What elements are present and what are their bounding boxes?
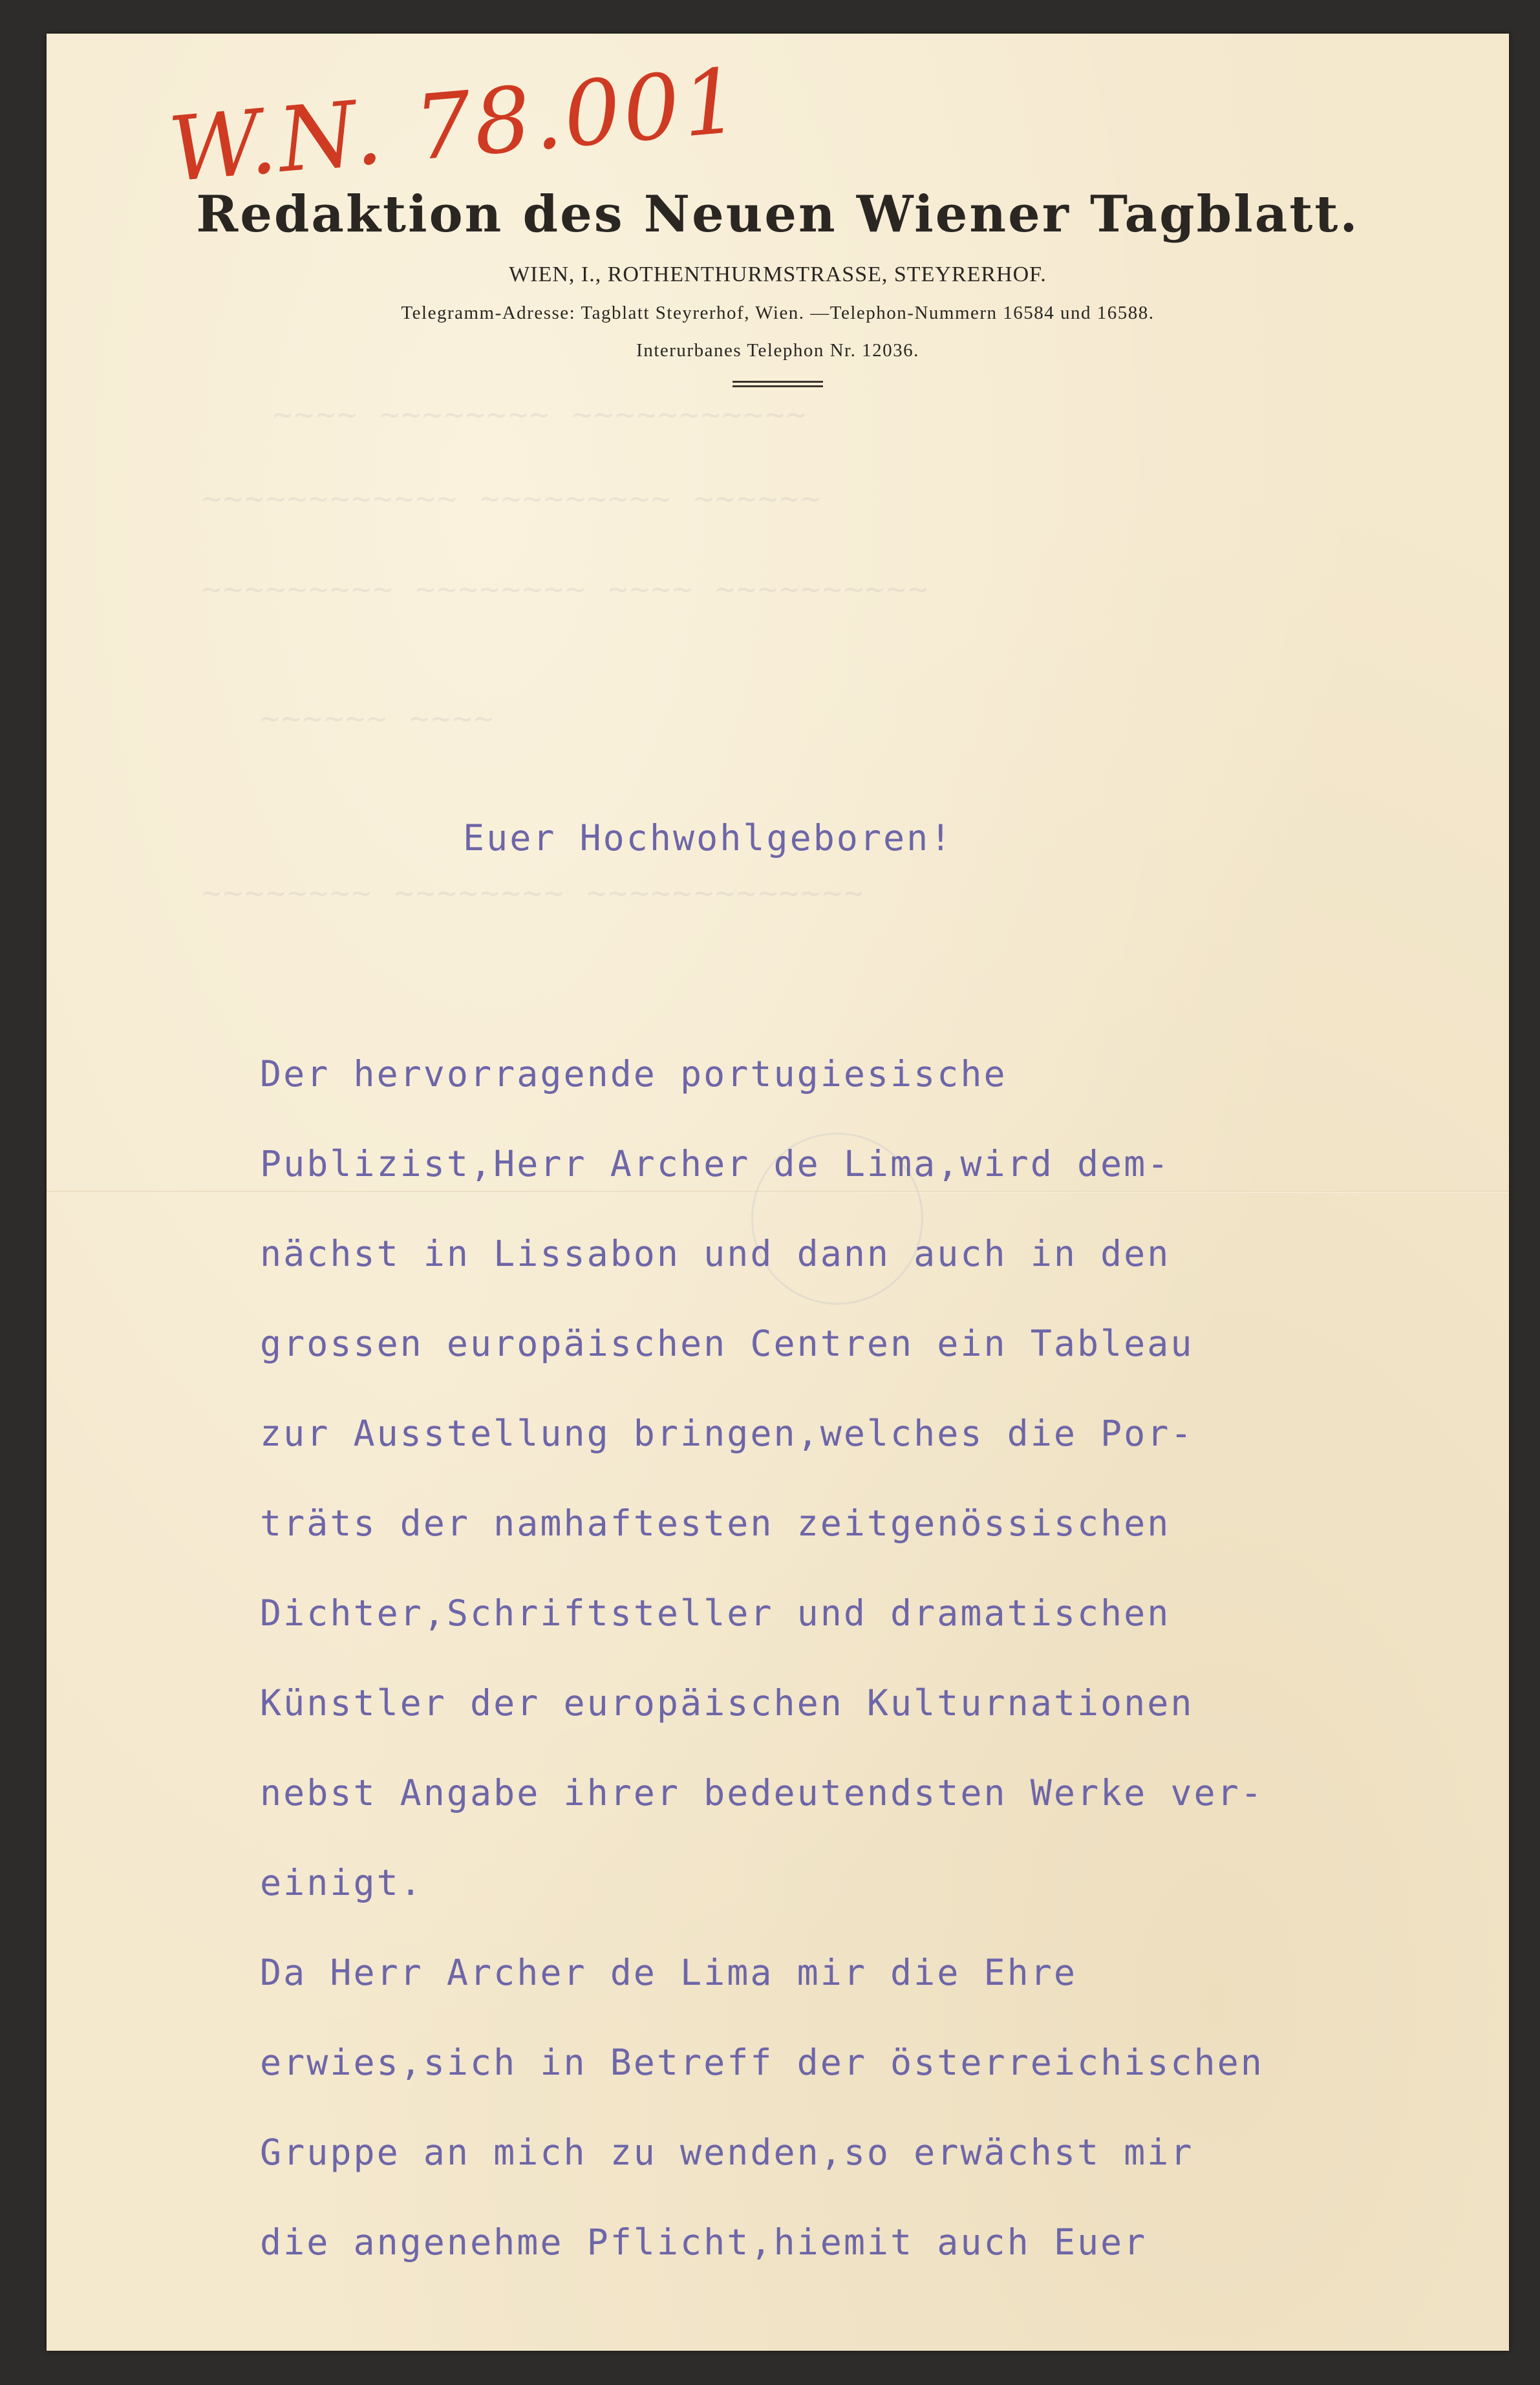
- body-line: grossen europäischen Centren ein Tableau: [260, 1323, 1194, 1364]
- show-through-text: ~~~~~~ ~~~~: [260, 700, 496, 737]
- archive-number-annotation: W.N. 78.001: [164, 48, 746, 202]
- letterhead-title: Redaktion des Neuen Wiener Tagblatt.: [196, 185, 1360, 244]
- show-through-text: ~~~~ ~~~~~~~~ ~~~~~~~~~~~: [273, 396, 808, 433]
- body-line: erwies,sich in Betreff der österreichischen: [260, 2042, 1264, 2083]
- salutation: Euer Hochwohlgeboren!: [463, 817, 954, 859]
- letterhead-address: WIEN, I., ROTHENTHURMSTRASSE, STEYRERHOF.: [509, 262, 1047, 286]
- body-line: die angenehme Pflicht,hiemit auch Euer: [260, 2221, 1148, 2263]
- show-through-text: ~~~~~~~~~~~~ ~~~~~~~~~ ~~~~~~: [202, 480, 822, 517]
- body-line: einigt.: [260, 1862, 423, 1903]
- letter-body: [260, 1029, 1264, 2287]
- letterhead-telegram: Telegramm-Adresse: Tagblatt Steyrerhof, Wien. —Telephon-Nummern 16584 und 16588.: [401, 303, 1155, 323]
- body-line: Künstler der europäischen Kulturnationen: [260, 1682, 1194, 1724]
- body-line: nächst in Lissabon und dann auch in den: [260, 1233, 1171, 1274]
- body-line: Dichter,Schriftsteller und dramatischen: [260, 1592, 1171, 1634]
- body-line: träts der namhaftesten zeitgenössischen: [260, 1503, 1171, 1544]
- body-line: Gruppe an mich zu wenden,so erwächst mir: [260, 2132, 1194, 2173]
- body-line: Da Herr Archer de Lima mir die Ehre: [260, 1952, 1077, 1993]
- body-line: nebst Angabe ihrer bedeutendsten Werke ver-: [260, 1772, 1264, 1813]
- letterhead: [47, 179, 1509, 387]
- show-through-text: ~~~~~~~~~ ~~~~~~~~ ~~~~ ~~~~~~~~~~: [202, 570, 930, 608]
- letter-page: [47, 34, 1509, 2351]
- letterhead-rule: [733, 381, 823, 387]
- show-through-text: ~~~~~~~~ ~~~~~~~~ ~~~~~~~~~~~~~: [202, 874, 866, 912]
- body-line: zur Ausstellung bringen,welches die Por-: [260, 1413, 1194, 1454]
- body-line: Publizist,Herr Archer de Lima,wird dem-: [260, 1143, 1171, 1184]
- body-line: Der hervorragende portugiesische: [260, 1053, 1007, 1095]
- letterhead-phone: Interurbanes Telephon Nr. 12036.: [636, 340, 919, 361]
